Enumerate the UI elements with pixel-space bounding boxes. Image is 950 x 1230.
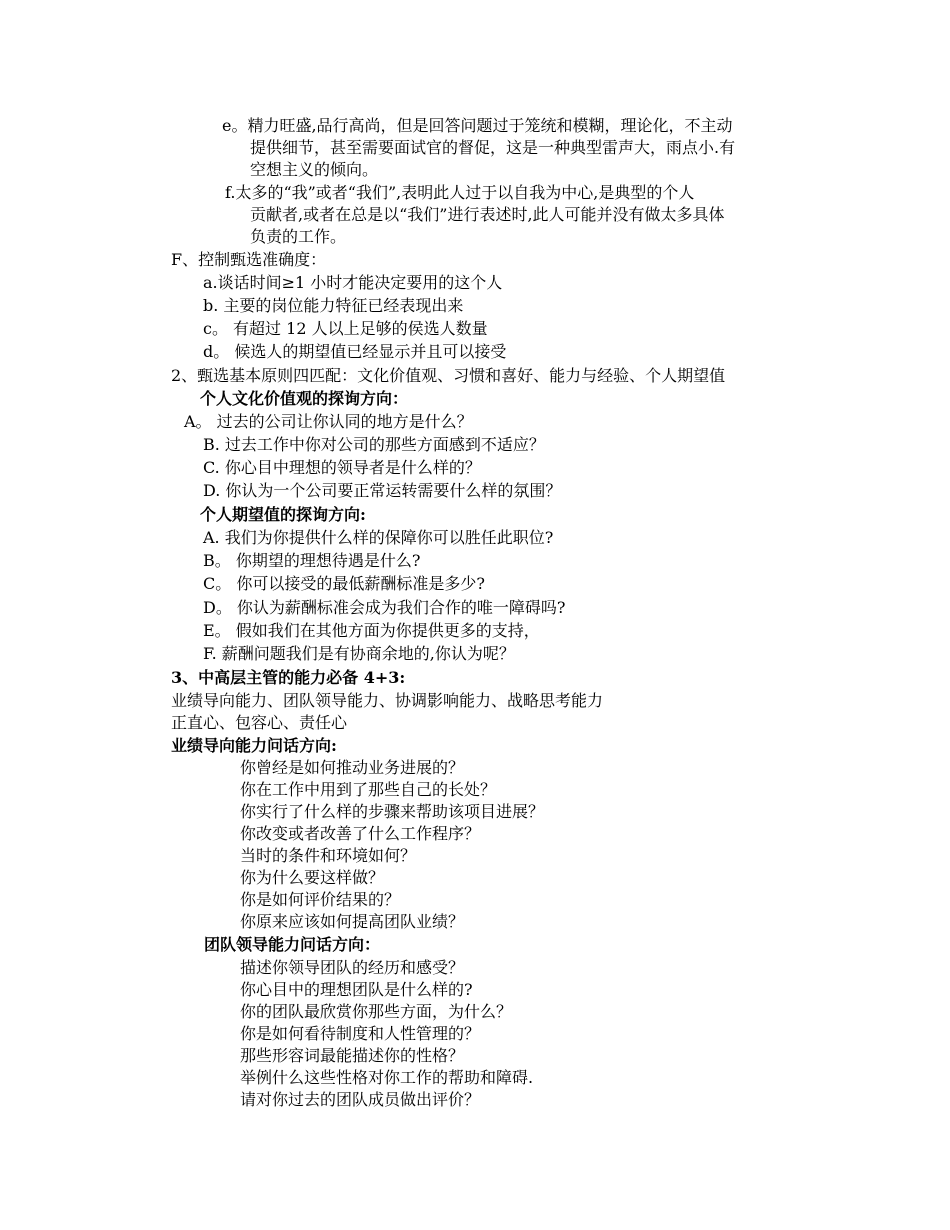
expect-item-f: F. 薪酬问题我们是有协商余地的,你认为呢？ <box>203 644 515 663</box>
team-item-1: 描述你领导团队的经历和感受？ <box>240 958 465 977</box>
section-f-item-c: c。 有超过 12 人以上足够的侯选人数量 <box>203 319 488 338</box>
section-f-item-a: a.谈话时间≥1 小时才能决定要用的这个人 <box>203 273 503 292</box>
team-item-2: 你心目中的理想团队是什么样的? <box>240 980 473 999</box>
perf-item-6: 你为什么要这样做？ <box>240 868 385 887</box>
team-item-7: 请对你过去的团队成员做出评价？ <box>240 1090 481 1109</box>
perf-item-8: 你原来应该如何提高团队业绩？ <box>240 912 465 931</box>
f-item-line-1: f.太多的“我”或者“我们”,表明此人过于以自我为中心,是典型的个人 <box>225 183 695 202</box>
perf-item-4: 你改变或者改善了什么工作程序？ <box>240 824 481 843</box>
section-f-heading: F、控制甄选准确度： <box>171 250 327 269</box>
culture-item-d: D. 你认为一个公司要正常运转需要什么样的氛围？ <box>203 481 562 500</box>
perf-title: 业绩导向能力问话方向: <box>171 736 337 755</box>
expect-item-a: A. 我们为你提供什么样的保障你可以胜任此职位? <box>203 528 554 547</box>
e-item-line-1: e。精力旺盛,品行高尚，但是回答问题过于笼统和模糊，理论化，不主动 <box>222 116 733 135</box>
f-item-line-3: 负责的工作。 <box>250 227 347 246</box>
perf-item-3: 你实行了什么样的步骤来帮助该项目进展？ <box>240 802 545 821</box>
expect-title: 个人期望值的探询方向: <box>200 505 366 524</box>
expect-item-d: D。 你认为薪酬标准会成为我们合作的唯一障碍吗? <box>203 598 566 617</box>
expect-item-c: C。 你可以接受的最低薪酬标准是多少? <box>203 574 485 593</box>
team-title: 团队领导能力问话方向： <box>204 935 381 954</box>
team-item-3: 你的团队最欣赏你那些方面，为什么？ <box>240 1002 513 1021</box>
section-f-item-d: d。 候选人的期望值已经显示并且可以接受 <box>203 342 507 361</box>
perf-item-2: 你在工作中用到了那些自己的长处？ <box>240 780 497 799</box>
expect-item-b: B。 你期望的理想待遇是什么? <box>203 551 421 570</box>
perf-item-5: 当时的条件和环境如何？ <box>240 846 417 865</box>
culture-item-a: A。 过去的公司让你认同的地方是什么？ <box>184 412 473 431</box>
expect-item-e: E。 假如我们在其他方面为你提供更多的支持， <box>203 621 540 640</box>
team-item-5: 那些形容词最能描述你的性格？ <box>240 1046 465 1065</box>
team-item-4: 你是如何看待制度和人性管理的？ <box>240 1024 481 1043</box>
e-item-line-2: 提供细节，甚至需要面试官的督促，这是一种典型雷声大，雨点小.有 <box>250 138 736 157</box>
section-3-line-1: 业绩导向能力、团队领导能力、协调影响能力、战略思考能力 <box>171 691 604 710</box>
e-item-line-3: 空想主义的倾向。 <box>250 160 379 179</box>
perf-item-1: 你曾经是如何推动业务进展的？ <box>240 758 465 777</box>
section-3-line-2: 正直心、包容心、责任心 <box>171 713 348 732</box>
culture-item-c: C. 你心目中理想的领导者是什么样的？ <box>203 458 481 477</box>
perf-item-7: 你是如何评价结果的？ <box>240 890 401 909</box>
culture-title: 个人文化价值观的探询方向： <box>200 389 409 408</box>
f-item-line-2: 贡献者,或者在总是以“我们”进行表述时,此人可能并没有做太多具体 <box>250 205 725 224</box>
section-f-item-b: b. 主要的岗位能力特征已经表现出来 <box>203 296 464 315</box>
team-item-6: 举例什么这些性格对你工作的帮助和障碍. <box>240 1068 534 1087</box>
section-2-heading: 2、甄选基本原则四匹配：文化价值观、习惯和喜好、能力与经验、个人期望值 <box>171 366 726 385</box>
section-3-heading: 3、中高层主管的能力必备 4+3: <box>171 668 406 687</box>
culture-item-b: B. 过去工作中你对公司的那些方面感到不适应？ <box>203 435 545 454</box>
